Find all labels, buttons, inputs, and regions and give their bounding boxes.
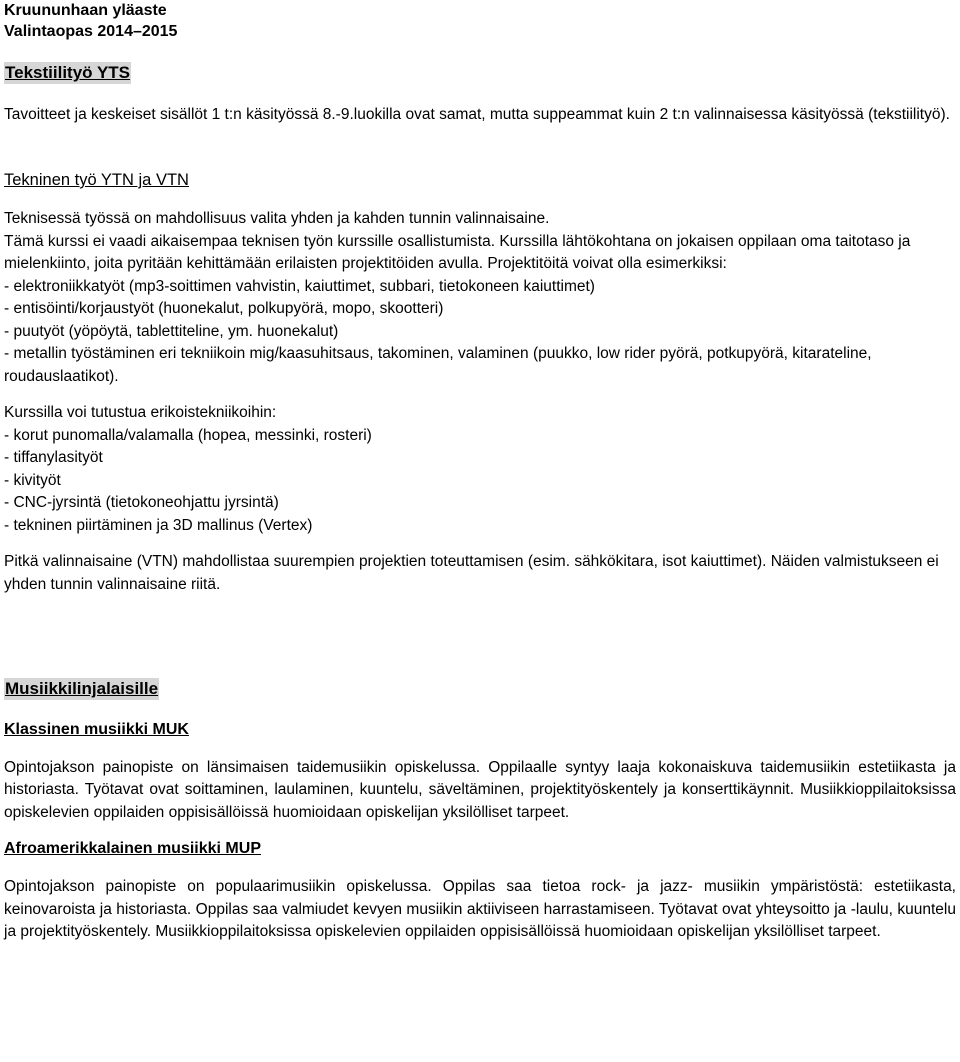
project-list [4, 276, 956, 389]
list-item: - elektroniikkatyöt (mp3-soittimen vahvistin, kaiuttimet, subbari, tietokoneen kaiuttimet) [4, 277, 595, 295]
technical-section [4, 169, 956, 596]
list-item: - tekninen piirtäminen ja 3D mallinus (Vertex) [4, 516, 313, 534]
music-title: Musiikkilinjalaisille [5, 679, 159, 698]
technical-intro: Teknisessä työssä on mahdollisuus valita yhden ja kahden tunnin valinnaisaine. [4, 210, 550, 227]
list-item: - puutyöt (yöpöytä, tablettiteline, ym. huonekalut) [4, 322, 339, 340]
special-list [4, 425, 956, 538]
textile-title: Tekstiilityö YTS [5, 63, 131, 82]
music-section [4, 678, 956, 944]
list-item: - CNC-jyrsintä (tietokoneohjattu jyrsintä) [4, 494, 279, 511]
document-page [4, 0, 956, 944]
textile-section [4, 62, 956, 126]
list-item: - kivityöt [4, 471, 61, 489]
document-header [4, 0, 956, 42]
guide-title: Valintaopas 2014–2015 [4, 23, 178, 40]
list-item: - tiffanylasityöt [4, 449, 103, 466]
afro-title: Afroamerikkalainen musiikki MUP [4, 840, 261, 857]
list-item: - entisöinti/korjaustyöt (huonekalut, polkupyörä, mopo, skootteri) [4, 300, 444, 317]
school-name: Kruununhaan yläaste [4, 2, 167, 19]
textile-text: Tavoitteet ja keskeiset sisällöt 1 t:n käsityössä 8.-9.luokilla ovat samat, mutta suppeammat kuin 2 t:n valinnaisessa käsityössä (tekstiilityö). [4, 105, 950, 123]
afro-text: Opintojakson painopiste on populaarimusiikin opiskelussa. Oppilas saa tietoa rock- ja jazz- musiikin ympäristöstä: estetiikasta, keinovaroista ja historiasta. Oppilas saa valmiudet kevyen musiikin aktiiviseen harrastamiseen. Työtavat ovat yhteysoitto ja -laulu, kuuntelu ja projektityöskentely. Musiikkioppilaitoksissa opiskelevien oppilaiden oppisisällöissä huomioidaan opiskelijan yksilölliset tarpeet. [4, 878, 956, 940]
list-item: - korut punomalla/valamalla (hopea, messinki, rosteri) [4, 426, 372, 444]
technical-title: Tekninen työ YTN ja VTN [4, 171, 189, 189]
list-item: - metallin työstäminen eri tekniikoin mig/kaasuhitsaus, takominen, valaminen (puukko, low rider pyörä, potkupyörä, kitarateline, roudauslaatikot). [4, 345, 872, 385]
classical-title: Klassinen musiikki MUK [4, 720, 189, 738]
classical-text: Opintojakson painopiste on länsimaisen taidemusiikin opiskelussa. Oppilaalle syntyy laaja kokonaiskuva taidemusiikin estetiikasta ja historiasta. Työtavat ovat soittaminen, laulaminen, kuuntelu, säveltäminen, projektityöskentely ja konserttikäynnit. Musiikkioppilaitoksissa opiskelevien oppilaiden oppisisällöissä huomioidaan opiskelijan yksilölliset tarpeet. [4, 758, 956, 821]
long-course-text: Pitkä valinnaisaine (VTN) mahdollistaa suurempien projektien toteuttamisen (esim. sähkökitara, isot kaiuttimet). Näiden valmistukseen ei yhden tunnin valinnaisaine riitä. [4, 553, 939, 593]
technical-paragraph: Tämä kurssi ei vaadi aikaisempaa teknisen työn kurssille osallistumista. Kurssilla lähtökohtana on jokaisen oppilaan oma taitotaso ja mielenkiinto, joita pyritään kehittämään erilaisten projektitöiden avulla. Projektitöitä voivat olla esimerkiksi: [4, 232, 911, 272]
special-intro: Kurssilla voi tutustua erikoistekniikoihin: [4, 404, 277, 421]
